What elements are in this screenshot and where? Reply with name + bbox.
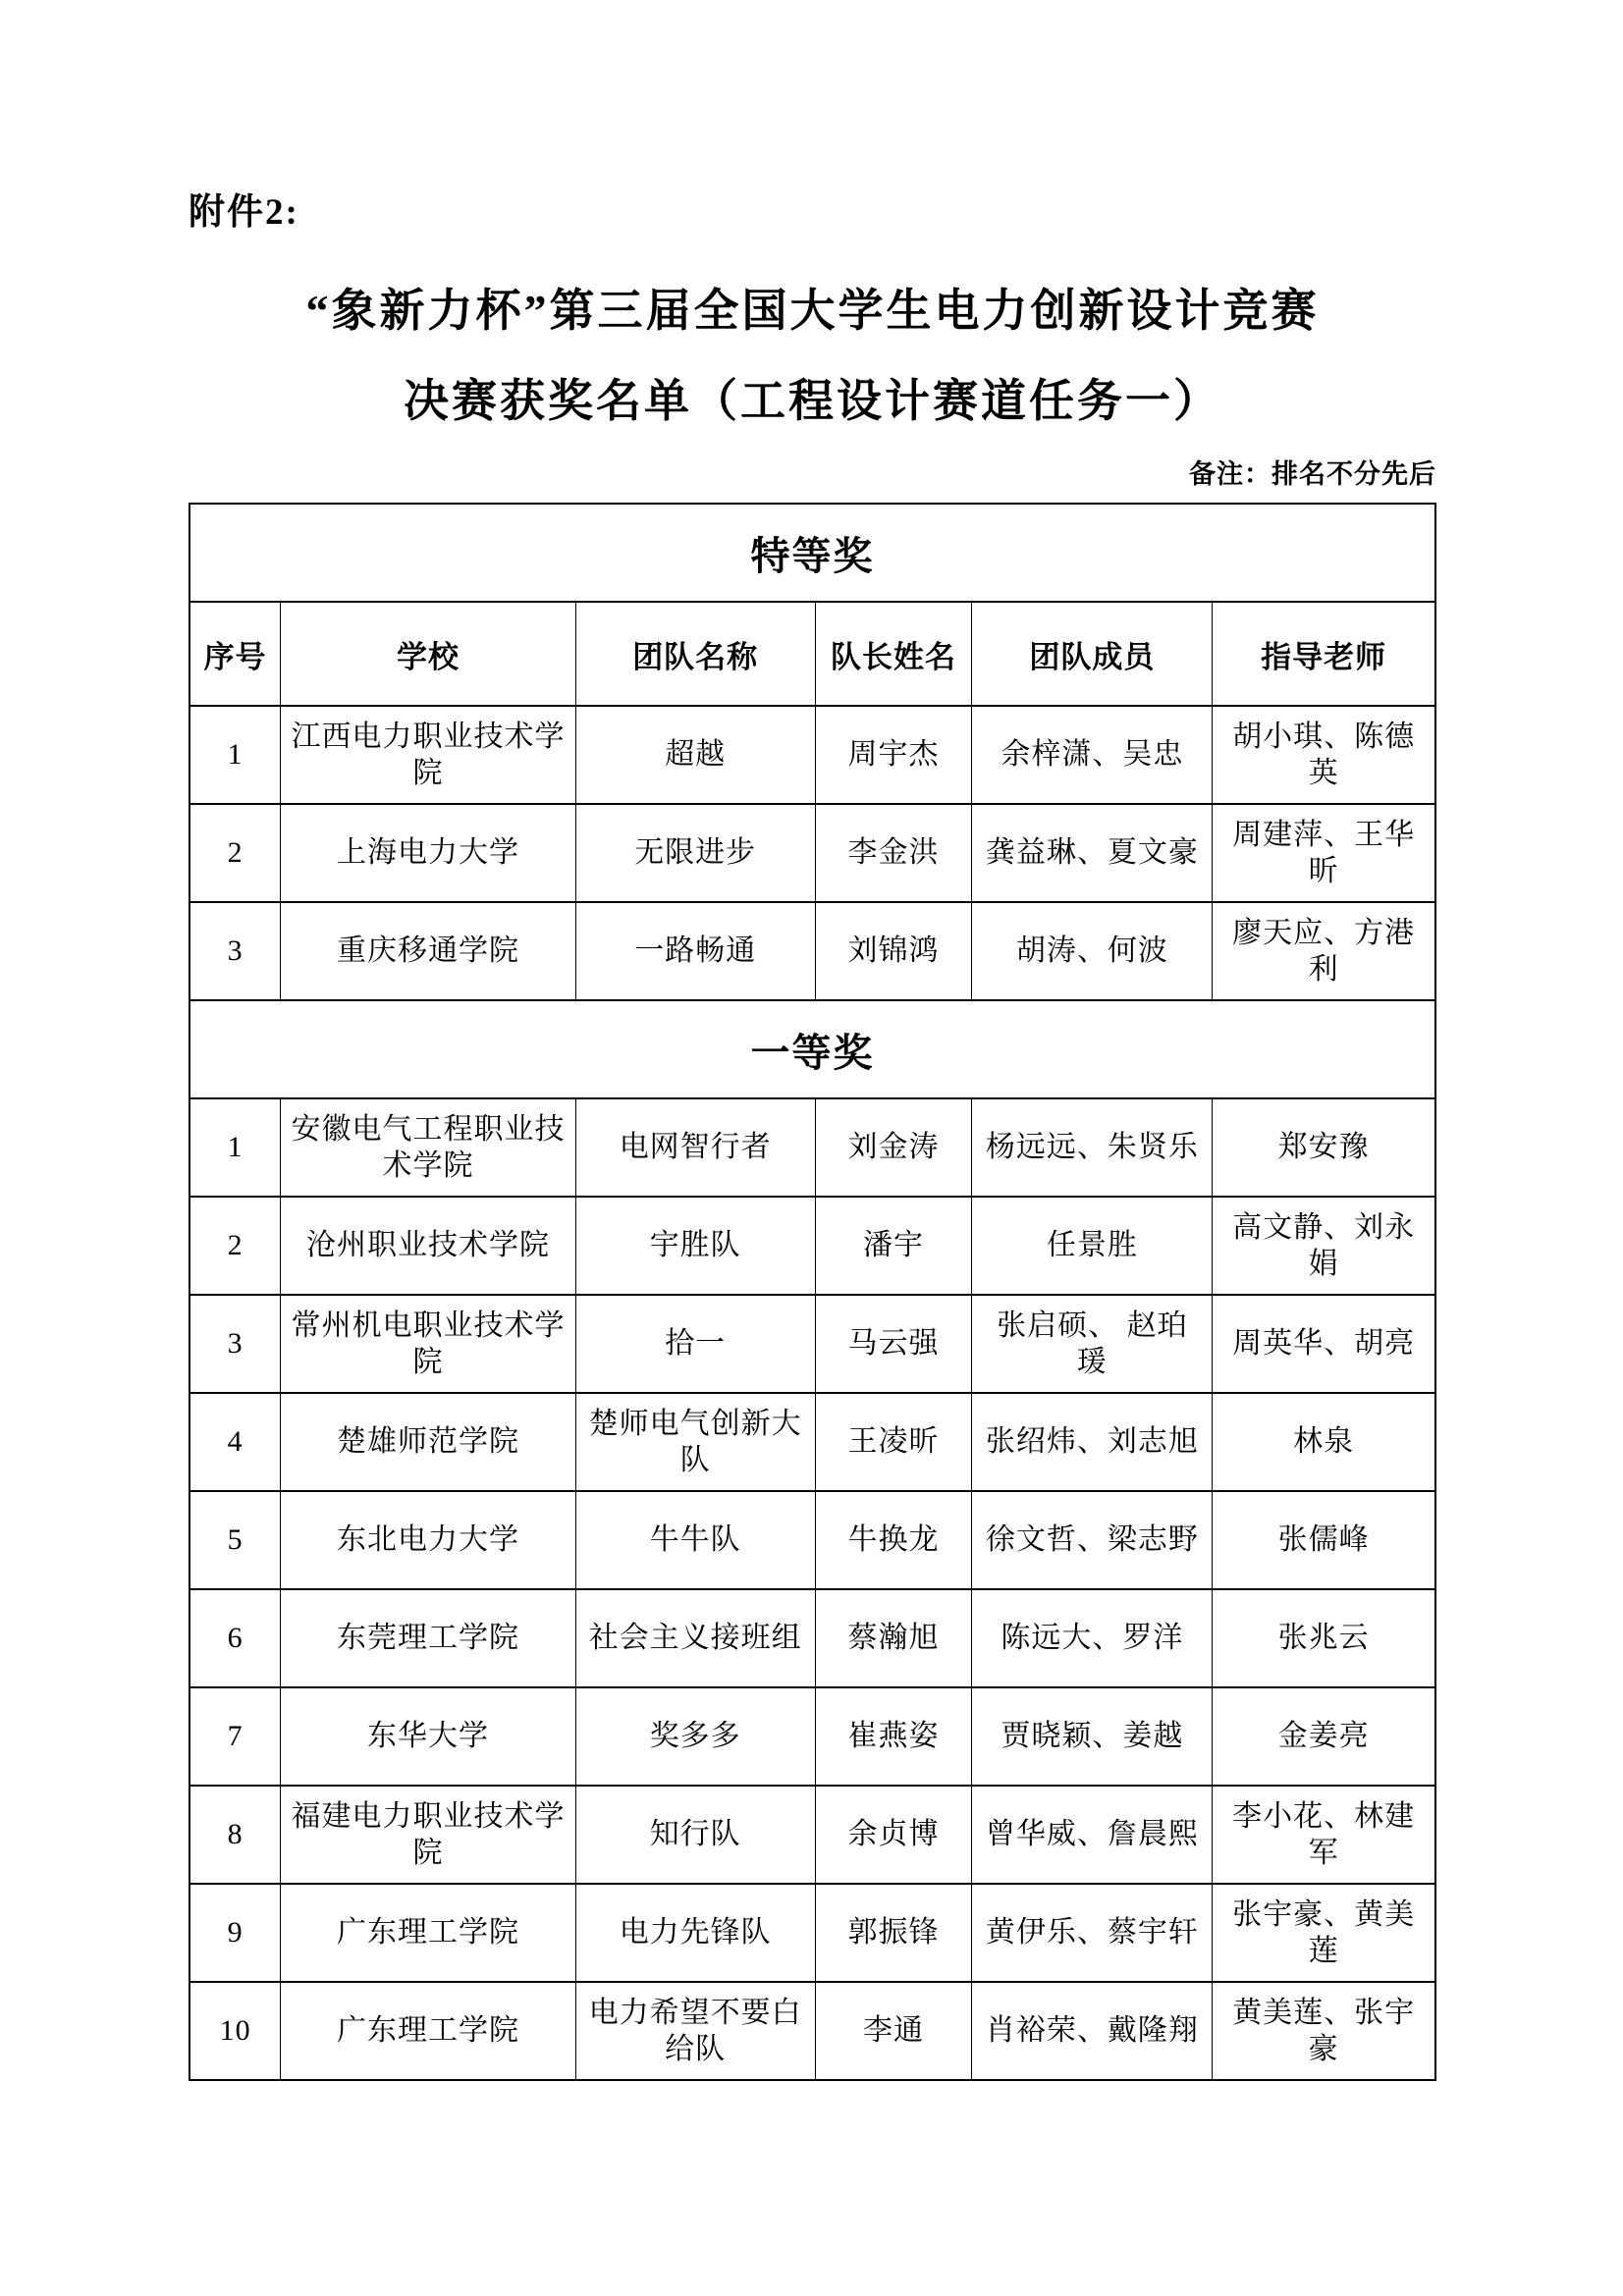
table-row bbox=[189, 1491, 1435, 1589]
team-name-cell: 社会主义接班组 bbox=[575, 1589, 815, 1687]
note-remark: 备注：排名不分先后 bbox=[1189, 459, 1436, 489]
advisors-cell: 周英华、胡亮 bbox=[1213, 1295, 1435, 1393]
serial-cell: 9 bbox=[189, 1884, 281, 1982]
table-row bbox=[189, 1098, 1435, 1197]
table-row bbox=[189, 1197, 1435, 1295]
school-cell: 广东理工学院 bbox=[281, 1982, 576, 2080]
serial-cell: 10 bbox=[189, 1982, 281, 2080]
serial-cell: 4 bbox=[189, 1393, 281, 1491]
members-cell: 杨远远、朱贤乐 bbox=[972, 1098, 1213, 1197]
school-cell: 重庆移通学院 bbox=[281, 902, 576, 1000]
table-row bbox=[189, 1982, 1435, 2080]
advisors-cell: 廖天应、方港利 bbox=[1213, 902, 1435, 1000]
serial-cell: 2 bbox=[189, 804, 281, 902]
team-name-cell: 奖多多 bbox=[575, 1687, 815, 1786]
awards-table-body bbox=[189, 504, 1435, 2080]
serial-cell: 7 bbox=[189, 1687, 281, 1786]
serial-cell: 5 bbox=[189, 1491, 281, 1589]
table-row bbox=[189, 1295, 1435, 1393]
column-header-school: 学校 bbox=[281, 602, 576, 706]
captain-cell: 余贞博 bbox=[815, 1786, 972, 1884]
title-line-2: 决赛获奖名单（工程设计赛道任务一） bbox=[404, 376, 1221, 426]
table-row bbox=[189, 1786, 1435, 1884]
captain-cell: 马云强 bbox=[815, 1295, 972, 1393]
team-name-cell: 牛牛队 bbox=[575, 1491, 815, 1589]
members-cell: 肖裕荣、戴隆翔 bbox=[972, 1982, 1213, 2080]
section-title: 特等奖 bbox=[189, 504, 1435, 602]
column-header-row bbox=[189, 602, 1435, 706]
team-name-cell: 电力希望不要白给队 bbox=[575, 1982, 815, 2080]
attachment-label: 附件2: bbox=[189, 192, 299, 233]
column-header-captain: 队长姓名 bbox=[815, 602, 972, 706]
captain-cell: 郭振锋 bbox=[815, 1884, 972, 1982]
school-cell: 安徽电气工程职业技术学院 bbox=[281, 1098, 576, 1197]
table-row bbox=[189, 1393, 1435, 1491]
team-name-cell: 拾一 bbox=[575, 1295, 815, 1393]
school-cell: 江西电力职业技术学院 bbox=[281, 706, 576, 804]
team-name-cell: 超越 bbox=[575, 706, 815, 804]
serial-cell: 3 bbox=[189, 902, 281, 1000]
captain-cell: 李通 bbox=[815, 1982, 972, 2080]
column-header-advisors: 指导老师 bbox=[1213, 602, 1435, 706]
serial-cell: 6 bbox=[189, 1589, 281, 1687]
advisors-cell: 郑安豫 bbox=[1213, 1098, 1435, 1197]
table-row bbox=[189, 1589, 1435, 1687]
section-header-row bbox=[189, 504, 1435, 602]
school-cell: 福建电力职业技术学院 bbox=[281, 1786, 576, 1884]
team-name-cell: 无限进步 bbox=[575, 804, 815, 902]
members-cell: 龚益琳、夏文豪 bbox=[972, 804, 1213, 902]
column-header-team-name: 团队名称 bbox=[575, 602, 815, 706]
section-title: 一等奖 bbox=[189, 1000, 1435, 1098]
document-title bbox=[189, 266, 1436, 447]
members-cell: 任景胜 bbox=[972, 1197, 1213, 1295]
advisors-cell: 林泉 bbox=[1213, 1393, 1435, 1491]
column-header-members: 团队成员 bbox=[972, 602, 1213, 706]
members-cell: 胡涛、何波 bbox=[972, 902, 1213, 1000]
captain-cell: 蔡瀚旭 bbox=[815, 1589, 972, 1687]
members-cell: 贾晓颖、姜越 bbox=[972, 1687, 1213, 1786]
serial-cell: 2 bbox=[189, 1197, 281, 1295]
serial-cell: 8 bbox=[189, 1786, 281, 1884]
team-name-cell: 电网智行者 bbox=[575, 1098, 815, 1197]
advisors-cell: 张儒峰 bbox=[1213, 1491, 1435, 1589]
members-cell: 陈远大、罗洋 bbox=[972, 1589, 1213, 1687]
advisors-cell: 李小花、林建军 bbox=[1213, 1786, 1435, 1884]
section-header-row bbox=[189, 1000, 1435, 1098]
captain-cell: 周宇杰 bbox=[815, 706, 972, 804]
advisors-cell: 高文静、刘永娟 bbox=[1213, 1197, 1435, 1295]
members-cell: 张启硕、 赵珀瑗 bbox=[972, 1295, 1213, 1393]
captain-cell: 牛换龙 bbox=[815, 1491, 972, 1589]
advisors-cell: 黄美莲、张宇豪 bbox=[1213, 1982, 1435, 2080]
school-cell: 楚雄师范学院 bbox=[281, 1393, 576, 1491]
advisors-cell: 胡小琪、陈德英 bbox=[1213, 706, 1435, 804]
school-cell: 常州机电职业技术学院 bbox=[281, 1295, 576, 1393]
advisors-cell: 周建萍、王华昕 bbox=[1213, 804, 1435, 902]
school-cell: 沧州职业技术学院 bbox=[281, 1197, 576, 1295]
table-row bbox=[189, 706, 1435, 804]
serial-cell: 1 bbox=[189, 1098, 281, 1197]
school-cell: 上海电力大学 bbox=[281, 804, 576, 902]
captain-cell: 崔燕姿 bbox=[815, 1687, 972, 1786]
title-line-1: “象新力杯”第三届全国大学生电力创新设计竞赛 bbox=[305, 286, 1320, 336]
members-cell: 张绍炜、刘志旭 bbox=[972, 1393, 1213, 1491]
team-name-cell: 一路畅通 bbox=[575, 902, 815, 1000]
captain-cell: 刘金涛 bbox=[815, 1098, 972, 1197]
members-cell: 黄伊乐、蔡宇轩 bbox=[972, 1884, 1213, 1982]
team-name-cell: 楚师电气创新大队 bbox=[575, 1393, 815, 1491]
advisors-cell: 张宇豪、黄美莲 bbox=[1213, 1884, 1435, 1982]
serial-cell: 1 bbox=[189, 706, 281, 804]
captain-cell: 王凌昕 bbox=[815, 1393, 972, 1491]
school-cell: 东莞理工学院 bbox=[281, 1589, 576, 1687]
table-row bbox=[189, 1687, 1435, 1786]
captain-cell: 刘锦鸿 bbox=[815, 902, 972, 1000]
awards-table bbox=[189, 503, 1436, 2081]
members-cell: 余梓潇、吴忠 bbox=[972, 706, 1213, 804]
table-row bbox=[189, 902, 1435, 1000]
members-cell: 曾华威、詹晨熙 bbox=[972, 1786, 1213, 1884]
table-row bbox=[189, 1884, 1435, 1982]
team-name-cell: 电力先锋队 bbox=[575, 1884, 815, 1982]
members-cell: 徐文哲、梁志野 bbox=[972, 1491, 1213, 1589]
team-name-cell: 宇胜队 bbox=[575, 1197, 815, 1295]
school-cell: 东北电力大学 bbox=[281, 1491, 576, 1589]
school-cell: 广东理工学院 bbox=[281, 1884, 576, 1982]
captain-cell: 潘宇 bbox=[815, 1197, 972, 1295]
captain-cell: 李金洪 bbox=[815, 804, 972, 902]
advisors-cell: 张兆云 bbox=[1213, 1589, 1435, 1687]
column-header-serial: 序号 bbox=[189, 602, 281, 706]
advisors-cell: 金姜亮 bbox=[1213, 1687, 1435, 1786]
team-name-cell: 知行队 bbox=[575, 1786, 815, 1884]
table-row bbox=[189, 804, 1435, 902]
school-cell: 东华大学 bbox=[281, 1687, 576, 1786]
serial-cell: 3 bbox=[189, 1295, 281, 1393]
